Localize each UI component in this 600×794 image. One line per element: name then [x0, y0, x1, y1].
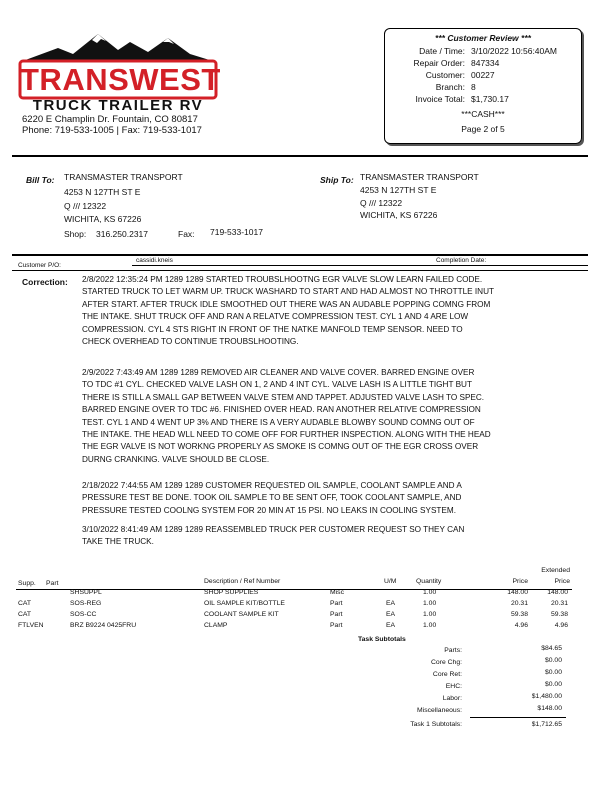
- company-name: TRANSWEST: [20, 62, 221, 97]
- fax-number: 719-533-1017: [210, 227, 263, 237]
- correction-entry-4: 3/10/2022 8:41:49 AM 1289 1289 REASSEMBLED TRUCK PER CUSTOMER REQUEST SO THEY CAN TAKE THE TRUCK.: [82, 525, 465, 547]
- ship-to-line: TRANSMASTER TRANSPORT: [360, 172, 479, 182]
- company-logo: [18, 28, 221, 120]
- subtotal-label: Core Ret:: [432, 671, 462, 678]
- ship-to-line: Q /// 12322: [360, 198, 403, 208]
- review-row-customer: Customer: 00227: [425, 70, 495, 80]
- um-header: U/M: [384, 578, 397, 585]
- po-bar-top-line: [12, 254, 588, 256]
- review-page-number: Page 2 of 5: [461, 124, 505, 134]
- quantity-header: Quantity: [416, 578, 442, 585]
- subtotal-label: Core Chg:: [431, 659, 462, 666]
- price-header: Price: [512, 578, 528, 585]
- subtotal-label: Miscellaneous:: [417, 707, 462, 714]
- review-title: *** Customer Review ***: [435, 33, 531, 43]
- bill-to-line: 4253 N 127TH ST E: [64, 187, 141, 197]
- company-tagline: TRUCK TRAILER RV: [32, 97, 204, 114]
- table-row: FTLVEN BRZ B9224 0425FRU CLAMP Part EA 1.00 4.96 4.96: [18, 622, 568, 629]
- task-total-label: Task 1 Subtotals:: [410, 721, 462, 728]
- task-subtotals-title: Task Subtotals: [358, 636, 406, 643]
- correction-entry-2: 2/9/2022 7:43:49 AM 1289 1289 REMOVED AIR CLEANER AND VALVE COVER. BARRED ENGINE OVER TO TDC #1 CYL. CHECKED VALVE LASH ON 1, 2 AND 4 INT CYL. VALVE LASH IS A LITTLE TIGHT BUT THERE IS STILL A SMALL GAP BETWEEN VALVE STEM AND TAPPET. ADJUSTED VALVE LASH TO SPEC. BARRED ENGINE OVER TO TDC #6. FINISHED OVER HEAD. RAN ANOTHER RELATIVE COMPRESSION TEST. CYL 1 AND 4 WENT UP 3% AND THERE IS A VERY AUDABLE BLOWBY SOUND COMNG OUT OF THE INTAKE. THE HEAD WLL NEED TO COME OFF FOR FURTHER INSPECTION. ALONG WITH THE HEAD THE EGR VALVE IS NOT WORKNG PROPERLY AS SMOKE IS COMNG OUT OF THE EGR CROSS OVER DURNG CRANKING. VALVE SHOULD BE CLOSE.: [82, 368, 491, 464]
- subtotal-value: $1,480.00: [531, 693, 562, 700]
- customer-review-box: [384, 28, 582, 144]
- company-address: 6220 E Champlin Dr. Fountain, CO 80817: [22, 114, 198, 125]
- subtotal-value: $0.00: [544, 669, 562, 676]
- ship-to-line: WICHITA, KS 67226: [360, 210, 438, 220]
- po-bar-mid-line: [132, 265, 588, 266]
- subtotal-divider: [470, 717, 566, 718]
- bill-to-line: TRANSMASTER TRANSPORT: [64, 172, 183, 182]
- table-row: CAT SOS-CC COOLANT SAMPLE KIT Part EA 1.00 59.38 59.38: [18, 611, 568, 618]
- shop-label: Shop:: [64, 229, 87, 239]
- subtotal-value: $84.65: [541, 645, 562, 652]
- customer-po-label: Customer P/O:: [18, 262, 61, 269]
- ship-to-line: 4253 N 127TH ST E: [360, 185, 437, 195]
- review-row-repair-order: Repair Order: 847334: [413, 58, 500, 68]
- fax-label: Fax:: [178, 229, 195, 239]
- subtotal-label: Parts:: [444, 647, 462, 654]
- table-row: CAT SOS-REG OIL SAMPLE KIT/BOTTLE Part EA 1.00 20.31 20.31: [18, 600, 568, 607]
- description-header: Description / Ref Number: [204, 578, 281, 585]
- extended-price-header: Price: [554, 578, 570, 585]
- subtotal-label: EHC:: [445, 683, 462, 690]
- correction-entry-3: 2/18/2022 7:44:55 AM 1289 1289 CUSTOMER REQUESTED OIL SAMPLE, COOLANT SAMPLE AND A PRESSURE TEST BE DONE. TOOK OIL SAMPLE TO BE SENT OFF, TOOK COOLANT SAMPLE, AND PRESSURE TESTED COOLNG SYSTEM FOR 20 MIN AT 15 PSI. NO LEAKS IN COOLING SYSTEM.: [82, 481, 462, 515]
- review-cash: ***CASH***: [461, 109, 505, 119]
- company-phone-fax: Phone: 719-533-1005 | Fax: 719-533-1017: [22, 125, 202, 136]
- header-divider: [12, 155, 588, 157]
- extended-header-top: Extended: [541, 567, 570, 574]
- bill-to-line: Q /// 12322: [64, 201, 107, 211]
- completion-date-label: Completion Date:: [436, 257, 487, 264]
- service-writer: cassidi.kneis: [136, 257, 173, 264]
- review-row-branch: Branch: 8: [435, 82, 476, 92]
- po-bar-bottom-line: [12, 270, 588, 271]
- review-row-datetime: Date / Time: 3/10/2022 10:56:40AM: [419, 46, 558, 56]
- bill-to-line: WICHITA, KS 67226: [64, 214, 142, 224]
- ship-to-label: Ship To:: [320, 175, 354, 185]
- review-row-invoice-total: Invoice Total: $1,730.17: [415, 94, 509, 104]
- subtotal-value: $0.00: [544, 681, 562, 688]
- shop-phone: 316.250.2317: [96, 229, 148, 239]
- subtotal-value: $0.00: [544, 657, 562, 664]
- supp-header: Supp.: [18, 580, 36, 587]
- table-row: SHSUPPL SHOP SUPPLIES Misc 1.00 148.00 148.00: [70, 589, 568, 596]
- subtotal-label: Labor:: [442, 695, 462, 702]
- subtotal-value: $148.00: [537, 705, 562, 712]
- bill-to-label: Bill To:: [26, 175, 55, 185]
- part-header: Part: [46, 580, 59, 587]
- correction-entry-1: 2/8/2022 12:35:24 PM 1289 1289 STARTED TROUBSLHOOTNG EGR VALVE SLOW LEARN FAILED CODE. STARTED TRUCK TO LET WARM UP. TRUCK WASHARD TO START AND HAD ALMOST NO THROTTLE INUT AFTER START. AFTER TRUCK IDLE SMOOTHED OUT THERE WAS AN AUDABLE POPPING COMNG FROM THE INTAKE. SHUT TRUCK OFF AND RAN A RELATVE COMPRESSION TEST. CYL 1 AND 4 ARE LOW COMPRESSION. CYL 4 STS RIGHT IN FRONT OF THE NATKE MANFOLD TEMP SENSOR. NEED TO CHECK OVERHEAD TO CONTINUE TROUBSLHOOTING.: [82, 275, 495, 347]
- correction-label: Correction:: [22, 277, 68, 287]
- task-total-value: $1,712.65: [531, 721, 562, 728]
